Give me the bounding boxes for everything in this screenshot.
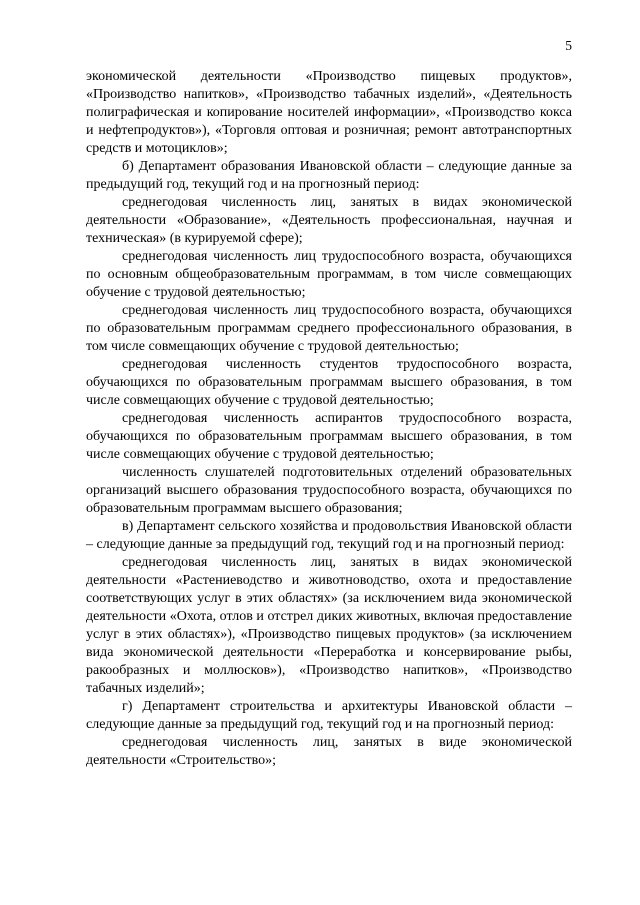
document-body xyxy=(86,68,572,770)
paragraph-item: среднегодовая численность лиц трудоспособного возраста, обучающихся по основным общеобразовательным программам, в том числе совмещающих обучение с трудовой деятельностью; xyxy=(86,249,572,300)
paragraph-item: среднегодовая численность лиц, занятых в видах экономической деятельности «Растениеводство и животноводство, охота и предоставление соответствующих услуг в этих областях» (за исключением вида экономической деятельности «Охота, отлов и отстрел диких животных, включая предоставление услуг в этих областях»), «Производство пищевых продуктов» (за исключением вида экономической деятельности «Переработка и консервирование рыбы, ракообразных и моллюсков»), «Производство напитков», «Производство табачных изделий»; xyxy=(86,555,572,696)
paragraph-item: среднегодовая численность лиц, занятых в виде экономической деятельности «Строительство»; xyxy=(86,735,572,768)
paragraph-education-department: б) Департамент образования Ивановской области – следующие данные за предыдущий год, текущий год и на прогнозный период: xyxy=(86,159,572,192)
paragraph-item: среднегодовая численность лиц, занятых в видах экономической деятельности «Образование», «Деятельность профессиональная, научная и техническая» (в курируемой сфере); xyxy=(86,195,572,246)
paragraph-item: численность слушателей подготовительных отделений образовательных организаций высшего образования трудоспособного возраста, обучающихся по образовательным программам высшего образования; xyxy=(86,465,572,516)
paragraph-item: среднегодовая численность аспирантов трудоспособного возраста, обучающихся по образовательным программам высшего образования, в том числе совмещающих обучение с трудовой деятельностью; xyxy=(86,411,572,462)
paragraph-item: среднегодовая численность студентов трудоспособного возраста, обучающихся по образовательным программам высшего образования, в том числе совмещающих обучение с трудовой деятельностью; xyxy=(86,357,572,408)
paragraph-agriculture-department: в) Департамент сельского хозяйства и продовольствия Ивановской области – следующие данные за предыдущий год, текущий год и на прогнозный период: xyxy=(86,519,572,552)
page-number: 5 xyxy=(565,38,572,53)
paragraph-continuation: экономической деятельности «Производство пищевых продуктов», «Производство напитков», «Производство табачных изделий», «Деятельность полиграфическая и копирование носителей информации», «Производство кокса и нефтепродуктов»), «Торговля оптовая и розничная; ремонт автотранспортных средств и мотоциклов»; xyxy=(86,69,572,156)
paragraph-construction-department: г) Департамент строительства и архитектуры Ивановской области – следующие данные за предыдущий год, текущий год и на прогнозный период: xyxy=(86,699,572,732)
paragraph-item: среднегодовая численность лиц трудоспособного возраста, обучающихся по образовательным программам среднего профессионального образования, в том числе совмещающих обучение с трудовой деятельностью; xyxy=(86,303,572,354)
